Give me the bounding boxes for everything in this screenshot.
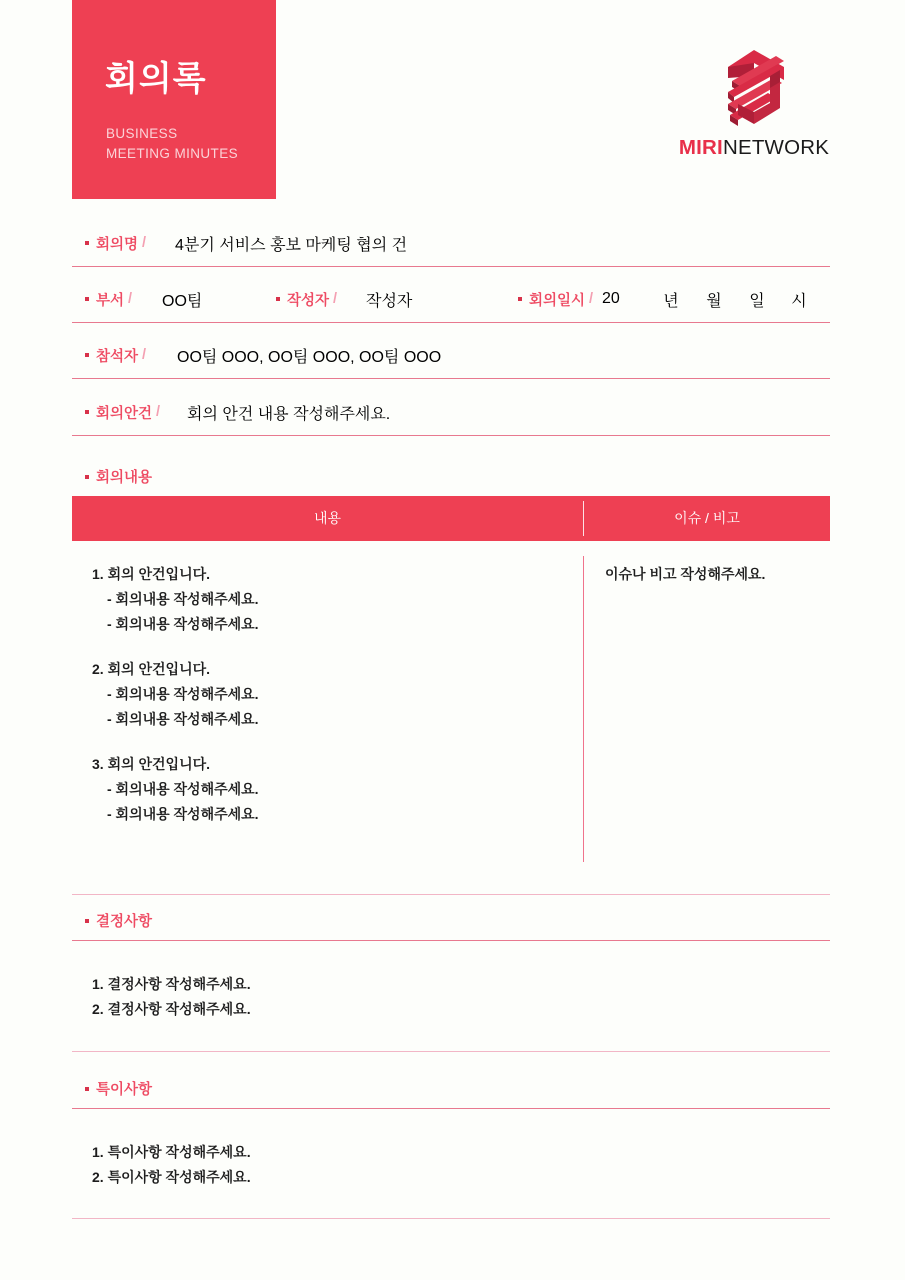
datetime-unit-month: 월	[706, 292, 722, 310]
divider-before-remarks	[72, 1051, 830, 1052]
author-label: 작성자	[287, 292, 330, 309]
slash-separator: /	[128, 291, 133, 307]
square-bullet-icon	[85, 475, 89, 479]
square-bullet-icon	[85, 241, 89, 245]
datetime-unit-year: 년	[663, 292, 679, 310]
divider-after-agenda	[72, 435, 830, 436]
divider-after-meeting-name	[72, 266, 830, 267]
datetime-year-prefix[interactable]: 20	[602, 290, 620, 307]
slash-separator: /	[156, 404, 161, 420]
minutes-body-vertical-divider	[583, 556, 584, 862]
minutes-group	[92, 752, 562, 827]
minutes-table-header	[72, 496, 830, 541]
square-bullet-icon	[85, 1087, 89, 1091]
minutes-group-item: - 회의내용 작성해주세요.	[107, 591, 259, 607]
decisions-section-label-group	[85, 910, 152, 931]
company-logo	[676, 48, 832, 166]
decisions-list-item: 2. 결정사항 작성해주세요.	[92, 1001, 251, 1017]
divider-page-footer	[72, 1218, 830, 1219]
logo-brand-secondary: NETWORK	[722, 136, 830, 159]
attendees-label-group	[85, 332, 146, 378]
divider-after-remarks-label	[72, 1108, 830, 1109]
divider-after-meta	[72, 322, 830, 323]
divider-before-decisions	[72, 894, 830, 895]
minutes-group-item: - 회의내용 작성해주세요.	[107, 616, 259, 632]
field-row-meta	[72, 276, 830, 322]
divider-after-attendees	[72, 378, 830, 379]
datetime-unit-hour: 시	[791, 292, 807, 310]
square-bullet-icon	[518, 297, 522, 301]
minutes-group-item: - 회의내용 작성해주세요.	[107, 686, 259, 702]
remarks-section-label-group	[85, 1078, 152, 1099]
minutes-group-title: 1. 회의 안건입니다.	[92, 566, 211, 582]
square-bullet-icon	[276, 297, 280, 301]
subtitle-line-2: MEETING MINUTES	[106, 146, 239, 161]
decisions-list-item: 1. 결정사항 작성해주세요.	[92, 976, 251, 992]
meeting-name-value[interactable]: 4분기 서비스 홍보 마케팅 협의 건	[175, 236, 408, 254]
remarks-list-item: 2. 특이사항 작성해주세요.	[92, 1169, 251, 1185]
document-title: 회의록	[105, 60, 207, 98]
minutes-section-label-group	[85, 466, 152, 487]
minutes-issue-column[interactable]: 이슈나 비고 작성해주세요.	[605, 566, 766, 582]
agenda-label: 회의안건	[96, 405, 153, 422]
slash-separator: /	[333, 291, 338, 307]
minutes-section-label: 회의내용	[96, 470, 153, 486]
meeting-name-label: 회의명	[96, 236, 139, 253]
remarks-section-label: 특이사항	[96, 1082, 153, 1098]
subtitle-line-1: BUSINESS	[106, 126, 178, 141]
slash-separator: /	[589, 291, 594, 307]
document-subtitle	[106, 124, 238, 164]
field-row-agenda	[72, 389, 830, 435]
author-value[interactable]: 작성자	[366, 292, 413, 310]
slash-separator: /	[142, 347, 147, 363]
square-bullet-icon	[85, 919, 89, 923]
masthead-block	[72, 0, 276, 199]
square-bullet-icon	[85, 353, 89, 357]
agenda-value[interactable]: 회의 안건 내용 작성해주세요.	[187, 405, 391, 423]
slash-separator: /	[142, 235, 147, 251]
field-row-meeting-name	[72, 220, 830, 266]
minutes-group	[92, 657, 562, 732]
minutes-group-title: 2. 회의 안건입니다.	[92, 661, 211, 677]
agenda-label-group	[85, 389, 160, 435]
divider-after-decisions-label	[72, 940, 830, 941]
decisions-list[interactable]	[92, 972, 592, 1022]
field-row-attendees	[72, 332, 830, 378]
column-header-content: 내용	[313, 510, 342, 526]
minutes-group	[92, 562, 562, 637]
datetime-unit-day: 일	[749, 292, 765, 310]
minutes-group-item: - 회의내용 작성해주세요.	[107, 806, 259, 822]
department-value[interactable]: OO팀	[162, 292, 203, 310]
logo-wordmark	[676, 136, 832, 160]
remarks-list[interactable]	[92, 1140, 592, 1190]
minutes-group-item: - 회의내용 작성해주세요.	[107, 781, 259, 797]
datetime-label-group	[518, 276, 593, 322]
author-label-group	[276, 276, 337, 322]
column-header-issue: 이슈 / 비고	[674, 510, 740, 526]
minutes-content-column[interactable]	[92, 562, 562, 827]
department-label: 부서	[96, 292, 125, 309]
datetime-label: 회의일시	[529, 292, 586, 309]
attendees-label: 참석자	[96, 348, 139, 365]
remarks-list-item: 1. 특이사항 작성해주세요.	[92, 1144, 251, 1160]
decisions-section-label: 결정사항	[96, 914, 153, 930]
meeting-name-label-group	[85, 220, 146, 266]
hexagon-slats-icon	[718, 48, 790, 130]
department-label-group	[85, 276, 132, 322]
square-bullet-icon	[85, 297, 89, 301]
square-bullet-icon	[85, 410, 89, 414]
attendees-value[interactable]: OO팀 OOO, OO팀 OOO, OO팀 OOO	[177, 348, 442, 366]
minutes-group-title: 3. 회의 안건입니다.	[92, 756, 211, 772]
minutes-group-item: - 회의내용 작성해주세요.	[107, 711, 259, 727]
logo-brand-primary: MIRI	[678, 136, 723, 159]
